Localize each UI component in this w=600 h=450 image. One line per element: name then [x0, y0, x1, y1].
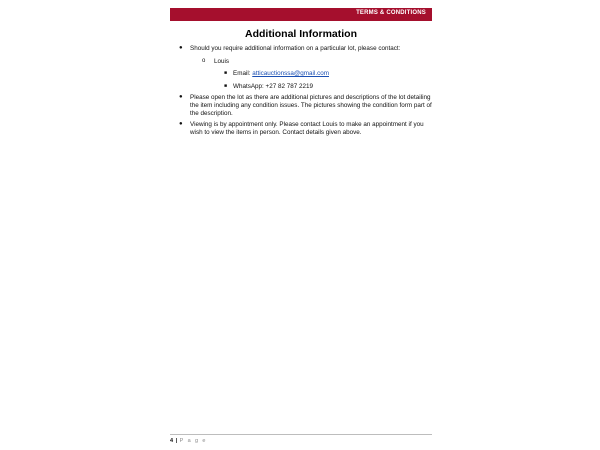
- list-item-lot-info: [170, 94, 432, 117]
- email-link[interactable]: atticauctionssa@gmail.com: [252, 70, 329, 78]
- list-item-contact-name: [170, 58, 432, 66]
- contact-intro-text: Should you require additional information on a particular lot, please contact:: [190, 45, 401, 52]
- bullet-icon: ●: [179, 121, 183, 128]
- square-bullet-icon: ■: [224, 70, 228, 77]
- bullet-icon: ●: [179, 94, 183, 101]
- list-item-whatsapp: [170, 83, 432, 91]
- square-bullet-icon: ■: [224, 82, 228, 89]
- page-number: 4: [170, 438, 174, 444]
- circle-bullet-icon: o: [202, 57, 206, 64]
- header-label: TERMS & CONDITIONS: [356, 10, 426, 16]
- whatsapp-text: WhatsApp: +27 82 787 2219: [233, 82, 313, 90]
- section-title: Additional Information: [245, 28, 357, 40]
- page-footer: [170, 438, 207, 444]
- contact-name-text: Louis: [214, 57, 230, 65]
- page-word: P a g e: [179, 438, 207, 444]
- header-bar: [170, 8, 432, 21]
- viewing-info-text: Viewing is by appointment only. Please contact Louis to make an appointment if you wish to view the items in person. Contact details given above.: [190, 121, 424, 136]
- list-item-contact-intro: [170, 45, 432, 53]
- footer-separator: |: [175, 438, 178, 444]
- bullet-icon: ●: [179, 45, 183, 51]
- list-item-email: [170, 70, 432, 78]
- list-item-viewing-info: [170, 121, 432, 136]
- content-body: [170, 45, 432, 136]
- email-label: Email:: [233, 70, 253, 78]
- footer-divider: [170, 434, 432, 435]
- lot-info-text: Please open the lot as there are additional pictures and descriptions of the lot detailing the item including any condition issues. The pictures showing the condition form part of the description.: [190, 94, 432, 117]
